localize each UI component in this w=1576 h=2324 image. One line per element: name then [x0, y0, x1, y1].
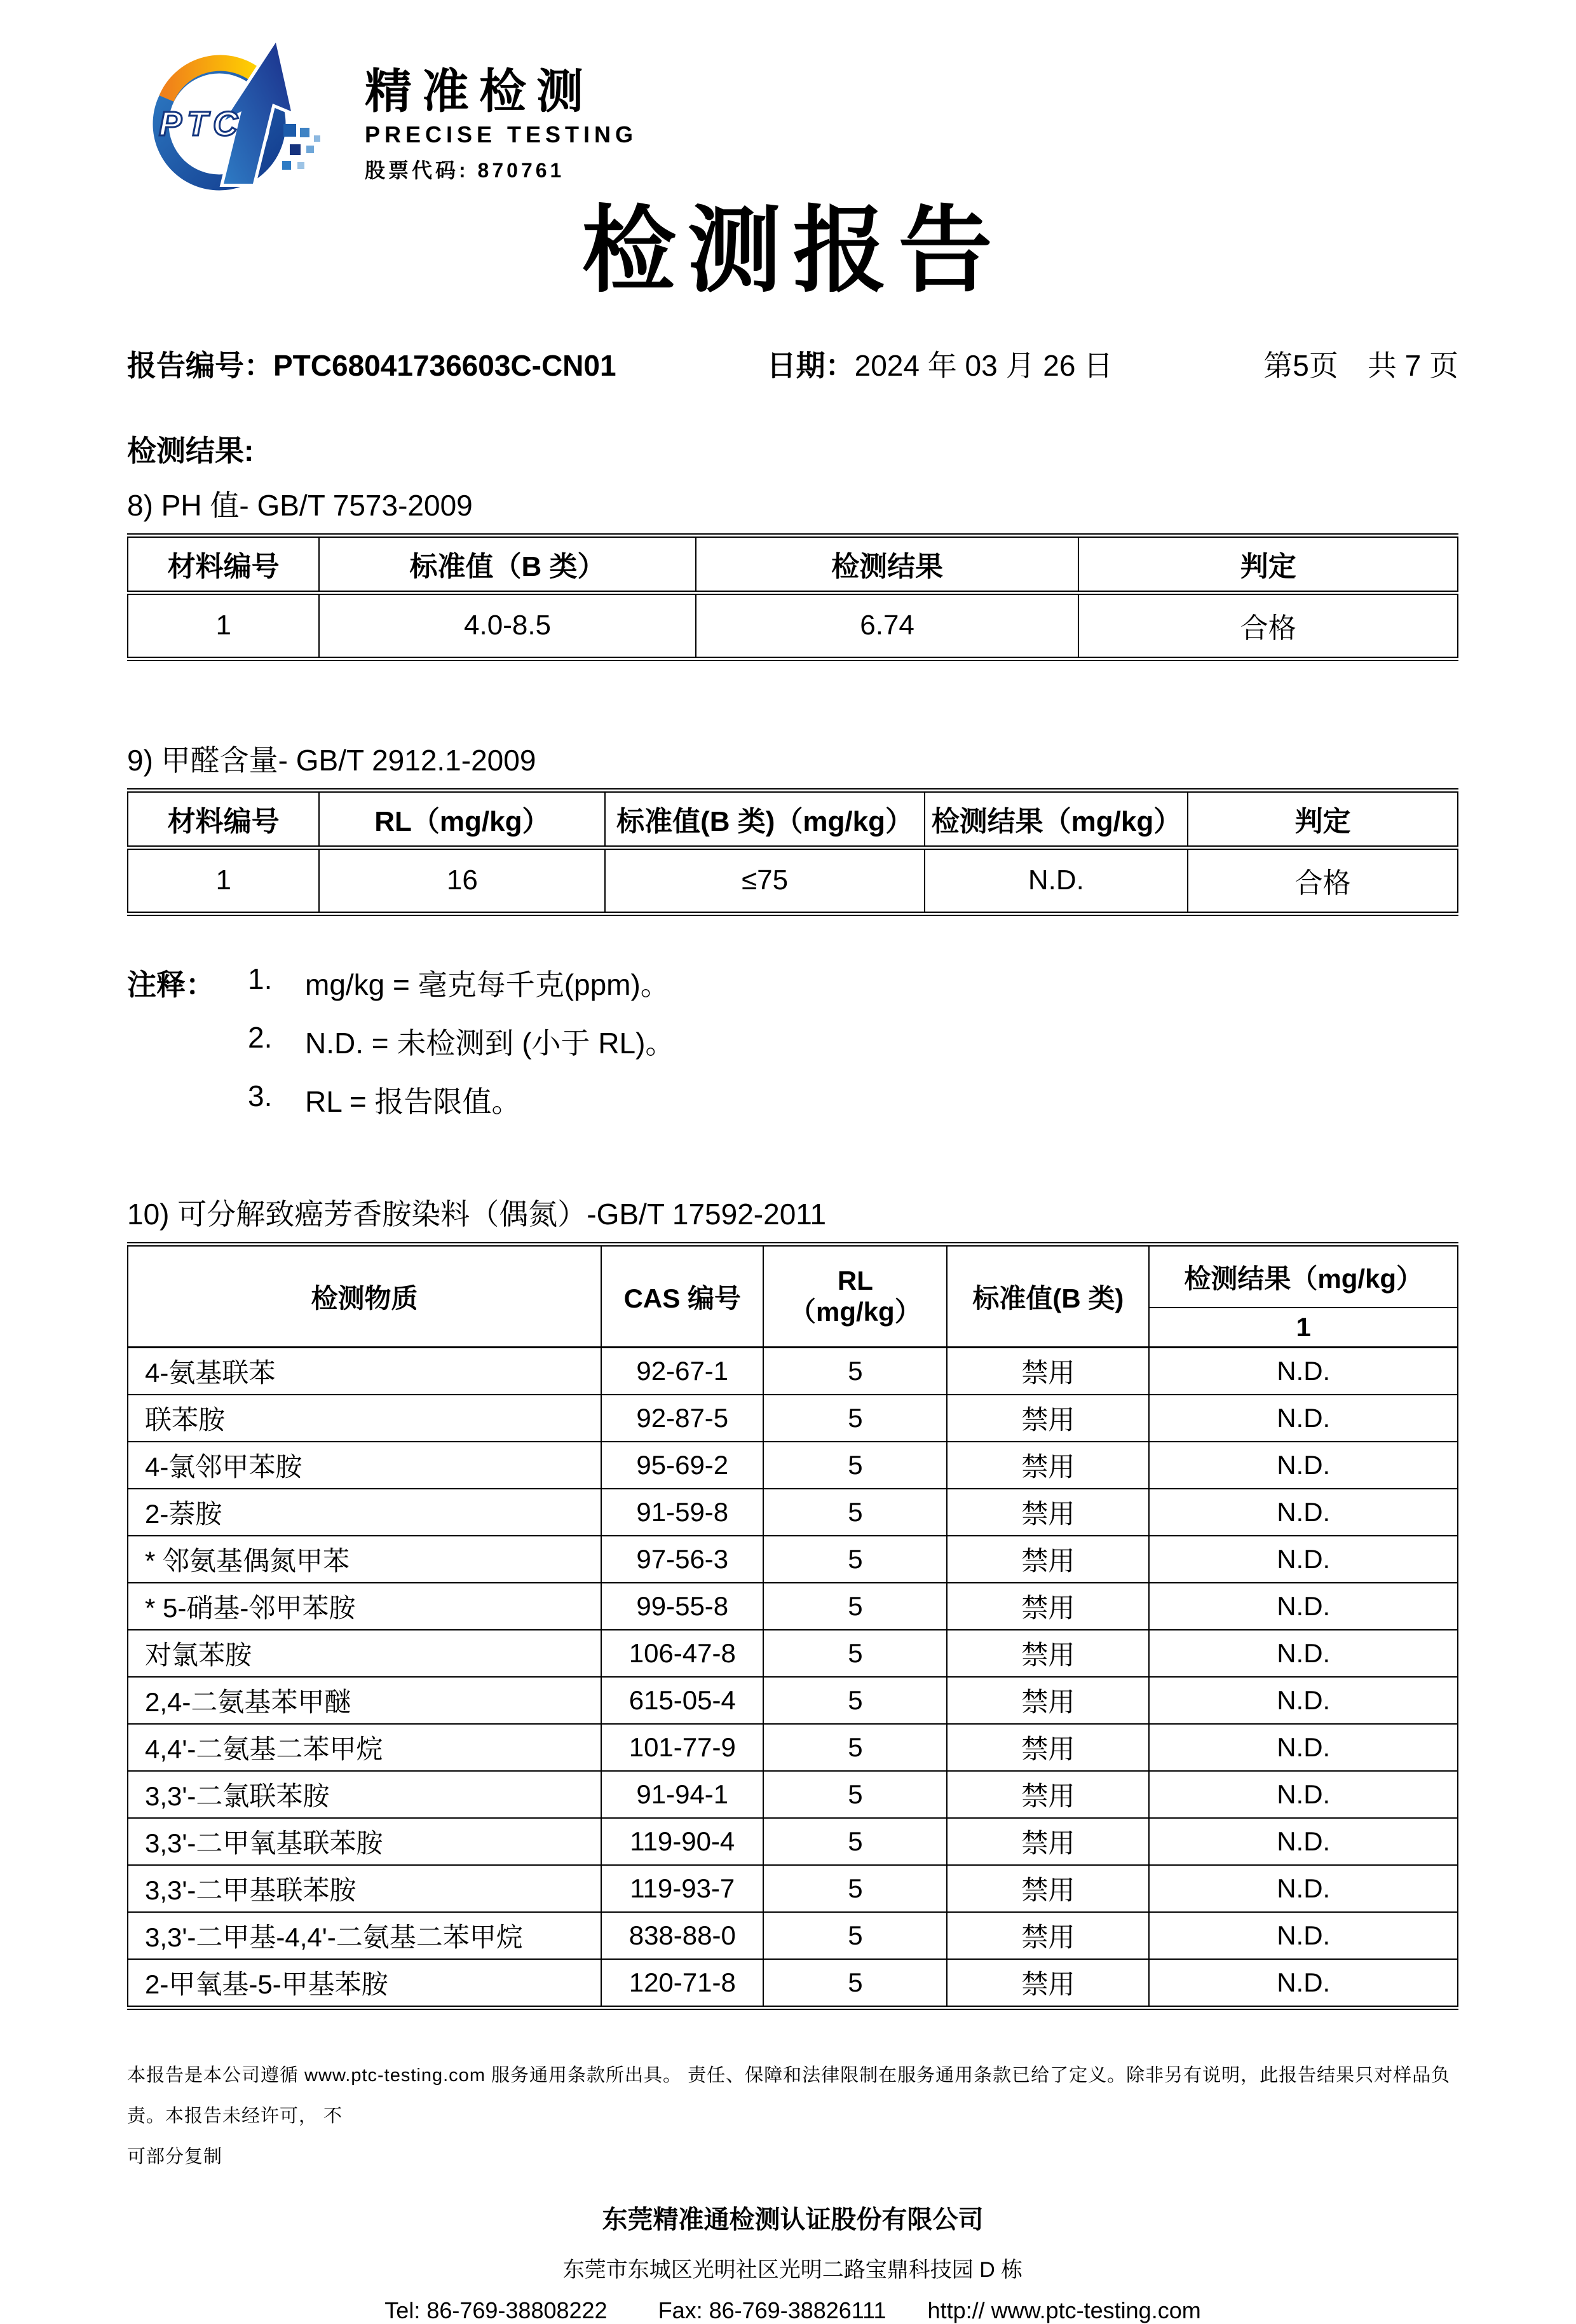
table-cell: 5 [763, 1959, 947, 2008]
table-cell: 合格 [1078, 592, 1458, 659]
ph-table [127, 533, 1458, 661]
table-cell: 5 [763, 1583, 947, 1630]
table-cell: N.D. [1149, 1630, 1458, 1677]
column-header: 检测物质 [128, 1244, 601, 1348]
table-cell: 92-87-5 [601, 1395, 763, 1442]
table-row [128, 1442, 1458, 1489]
table-row [128, 592, 1458, 659]
table-cell: * 邻氨基偶氮甲苯 [128, 1536, 601, 1583]
tel: Tel: 86-769-38808222 [384, 2297, 608, 2323]
table-cell: 禁用 [947, 1818, 1149, 1865]
contact-line [127, 2297, 1458, 2324]
table-cell: 禁用 [947, 1912, 1149, 1959]
table-cell: 4-氯邻甲苯胺 [128, 1442, 601, 1489]
table-cell: N.D. [1149, 1442, 1458, 1489]
table-cell: 联苯胺 [128, 1395, 601, 1442]
table-cell: 禁用 [947, 1630, 1149, 1677]
table-cell: 禁用 [947, 1442, 1149, 1489]
column-header: RL（mg/kg） [319, 790, 605, 847]
table-cell: 禁用 [947, 1959, 1149, 2008]
table-cell: 5 [763, 1818, 947, 1865]
table-cell: 119-90-4 [601, 1818, 763, 1865]
table-cell: 禁用 [947, 1724, 1149, 1771]
table-cell: 106-47-8 [601, 1630, 763, 1677]
report-date-value: 2024 年 03 月 26 日 [854, 348, 1113, 382]
table-cell: 4,4'-二氨基二苯甲烷 [128, 1724, 601, 1771]
table-row [128, 1348, 1458, 1395]
table-cell: N.D. [1149, 1489, 1458, 1536]
table-cell: 101-77-9 [601, 1724, 763, 1771]
table-cell: 禁用 [947, 1536, 1149, 1583]
logo [127, 35, 1458, 194]
table-cell: 5 [763, 1395, 947, 1442]
table-cell: 91-94-1 [601, 1771, 763, 1818]
table-cell: 1 [128, 592, 319, 659]
column-header: 检测结果 [696, 535, 1079, 592]
table-cell: 838-88-0 [601, 1912, 763, 1959]
table-cell: 2-萘胺 [128, 1489, 601, 1536]
table-row [128, 1724, 1458, 1771]
logo-en-name: PRECISE TESTING [365, 121, 638, 147]
table-row [128, 1489, 1458, 1536]
table-cell: 2,4-二氨基苯甲醚 [128, 1677, 601, 1724]
table-cell: 禁用 [947, 1583, 1149, 1630]
table-cell: 92-67-1 [601, 1348, 763, 1395]
table-cell: 合格 [1188, 847, 1458, 913]
website-url: http:// www.ptc-testing.com [927, 2297, 1201, 2323]
table-cell: N.D. [1149, 1818, 1458, 1865]
rl-unit: （mg/kg） [789, 1296, 921, 1327]
table-cell: 对氯苯胺 [128, 1630, 601, 1677]
note-item [248, 1079, 674, 1121]
column-header: 标准值（B 类） [319, 535, 695, 592]
table-cell: * 5-硝基-邻甲苯胺 [128, 1583, 601, 1630]
table-row [128, 1771, 1458, 1818]
ptc-letters: PTC [159, 105, 243, 143]
fax: Fax: 86-769-38826111 [658, 2297, 886, 2323]
ph-table-header-row [128, 535, 1458, 592]
disclaimer-line1: 本报告是本公司遵循 www.ptc-testing.com 服务通用条款所出具。 责任、保障和法律限制在服务通用条款已给了定义。除非另有说明，此报告结果只对样品负责。本报告未经许可， 不 [127, 2065, 1451, 2127]
table-cell: 禁用 [947, 1771, 1149, 1818]
table-cell: N.D. [1149, 1865, 1458, 1912]
column-header: 材料编号 [128, 790, 319, 847]
report-number-label: 报告编号： [127, 348, 273, 382]
report-date-label: 日期： [766, 348, 855, 382]
sample-number-header: 1 [1149, 1308, 1458, 1348]
table-cell: 5 [763, 1912, 947, 1959]
table-row [128, 847, 1458, 913]
table-cell: 3,3'-二甲氧基联苯胺 [128, 1818, 601, 1865]
table-cell: N.D. [1149, 1677, 1458, 1724]
table-row [128, 1912, 1458, 1959]
notes [127, 962, 1458, 1137]
table-cell: 99-55-8 [601, 1583, 763, 1630]
table-cell: 5 [763, 1442, 947, 1489]
note-number: 1. [248, 962, 273, 995]
note-text: mg/kg = 毫克每千克(ppm)。 [305, 967, 670, 1001]
note-number: 3. [248, 1079, 273, 1112]
table-cell: 5 [763, 1536, 947, 1583]
table-cell: 5 [763, 1724, 947, 1771]
rl-label: RL [837, 1266, 873, 1296]
table-cell: 禁用 [947, 1348, 1149, 1395]
table-cell: 禁用 [947, 1395, 1149, 1442]
table-cell: N.D. [1149, 1536, 1458, 1583]
notes-list [248, 962, 674, 1137]
table-cell: 3,3'-二甲基-4,4'-二氨基二苯甲烷 [128, 1912, 601, 1959]
company-name: 东莞精准通检测认证股份有限公司 [602, 2205, 984, 2234]
table-cell: 5 [763, 1771, 947, 1818]
table-cell: N.D. [1149, 1395, 1458, 1442]
table-cell: 91-59-8 [601, 1489, 763, 1536]
table-cell: N.D. [1149, 1959, 1458, 2008]
table-cell: 120-71-8 [601, 1959, 763, 2008]
column-header: 标准值(B 类)（mg/kg） [605, 790, 924, 847]
table-cell: 16 [319, 847, 605, 913]
table-cell: 615-05-4 [601, 1677, 763, 1724]
column-header: 检测结果（mg/kg） [925, 790, 1188, 847]
table-cell: N.D. [1149, 1348, 1458, 1395]
table-row [128, 1395, 1458, 1442]
note-text: N.D. = 未检测到 (小于 RL)。 [305, 1026, 675, 1060]
column-header [763, 1244, 947, 1348]
table-cell: 5 [763, 1865, 947, 1912]
formaldehyde-table-header-row [128, 790, 1458, 847]
section9-title: 9) 甲醛含量- GB/T 2912.1-2009 [127, 743, 536, 777]
table-cell: N.D. [1149, 1724, 1458, 1771]
note-item [248, 962, 674, 1004]
page-indicator: 第5页 共 7 页 [1263, 348, 1458, 382]
table-cell: N.D. [1149, 1583, 1458, 1630]
table-cell: 95-69-2 [601, 1442, 763, 1489]
company-address: 东莞市东城区光明社区光明二路宝鼎科技园 D 栋 [562, 2257, 1023, 2282]
note-item [248, 1020, 674, 1062]
column-header: CAS 编号 [601, 1244, 763, 1348]
disclaimer [127, 2056, 1458, 2177]
table-cell: 119-93-7 [601, 1865, 763, 1912]
report-number-value: PTC68041736603C-CN01 [273, 348, 616, 382]
table-row [128, 1865, 1458, 1912]
formaldehyde-table [127, 788, 1458, 916]
column-header: 材料编号 [128, 535, 319, 592]
table-cell: 2-甲氧基-5-甲基苯胺 [128, 1959, 601, 2008]
column-header: 判定 [1188, 790, 1458, 847]
section8-title: 8) PH 值- GB/T 7573-2009 [127, 488, 473, 522]
column-header: 判定 [1078, 535, 1458, 592]
table-cell: N.D. [1149, 1912, 1458, 1959]
logo-text [365, 65, 638, 184]
table-cell: 禁用 [947, 1489, 1149, 1536]
note-text: RL = 报告限值。 [305, 1084, 521, 1118]
table-cell: 3,3'-二氯联苯胺 [128, 1771, 601, 1818]
table-cell: 6.74 [696, 592, 1079, 659]
table-cell: 4.0-8.5 [319, 592, 695, 659]
logo-stock-code: 股票代码: 870761 [365, 159, 565, 182]
table-cell: 97-56-3 [601, 1536, 763, 1583]
table-row [128, 1536, 1458, 1583]
table-cell: 1 [128, 847, 319, 913]
table-row [128, 1630, 1458, 1677]
table-row [128, 1583, 1458, 1630]
results-heading: 检测结果: [127, 434, 254, 467]
table-cell: 5 [763, 1489, 947, 1536]
disclaimer-line2: 可部分复制 [127, 2147, 223, 2168]
table-row [128, 1818, 1458, 1865]
table-row [128, 1677, 1458, 1724]
azo-dyes-table [127, 1242, 1458, 2011]
page-title: 检测报告 [581, 200, 1004, 304]
report-number [127, 348, 616, 383]
note-number: 2. [248, 1020, 273, 1054]
table-cell: N.D. [1149, 1771, 1458, 1818]
report-date [616, 348, 1264, 383]
ptc-logo-icon [127, 35, 343, 194]
table-cell: ≤75 [605, 847, 924, 913]
logo-cn-name: 精准检测 [365, 65, 594, 118]
report-meta [127, 348, 1458, 383]
section10-title: 10) 可分解致癌芳香胺染料（偶氮）-GB/T 17592-2011 [127, 1197, 827, 1231]
table-cell: 3,3'-二甲基联苯胺 [128, 1865, 601, 1912]
table-cell: 禁用 [947, 1677, 1149, 1724]
azo-table-header-row [128, 1244, 1458, 1308]
table-row [128, 1959, 1458, 2008]
footer [127, 2056, 1458, 2323]
table-cell: 4-氨基联苯 [128, 1348, 601, 1395]
notes-label: 注释： [127, 967, 215, 1001]
table-cell: 5 [763, 1348, 947, 1395]
table-cell: 5 [763, 1630, 947, 1677]
column-header: 标准值(B 类) [947, 1244, 1149, 1348]
column-header: 检测结果（mg/kg） [1149, 1244, 1458, 1308]
table-cell: 5 [763, 1677, 947, 1724]
table-cell: N.D. [925, 847, 1188, 913]
table-cell: 禁用 [947, 1865, 1149, 1912]
